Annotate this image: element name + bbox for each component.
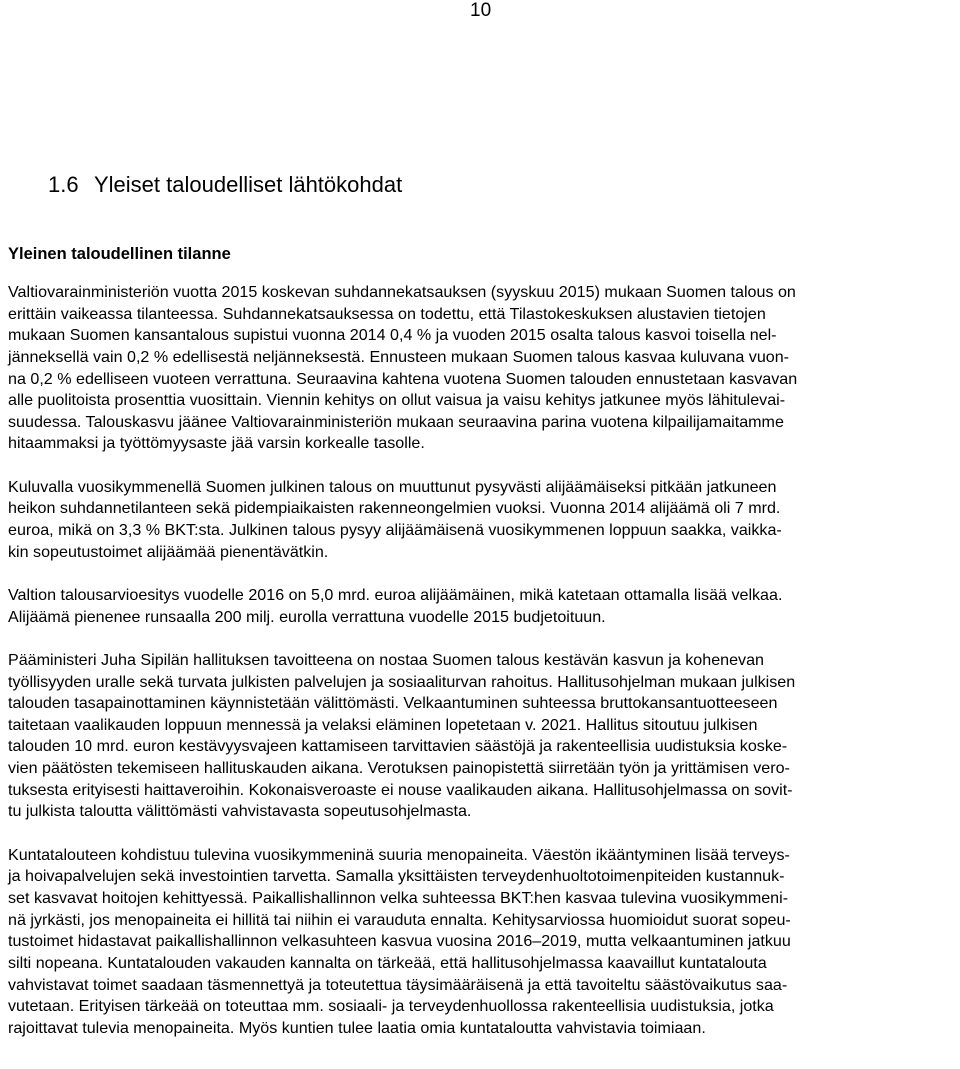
section-heading [48,172,402,198]
text-line: taitetaan vaalikauden loppuun mennessä ja velaksi eläminen lopetetaan v. 2021. Hallitus sitoutuu julkisen [8,715,758,734]
text-line: silti nopeana. Kuntatalouden vakauden kannalta on tärkeää, että hallitusohjelmassa kaavaillut kuntatalouta [8,953,767,972]
text-line: Alijäämä pienenee runsaalla 200 milj. eurolla verrattuna vuodelle 2015 budjetoituun. [8,607,606,626]
section-number: 1.6 [48,172,79,197]
text-line: vahvistavat toimet saadaan täsmennettyä ja toteutettua täysimääräisenä ja että tavoiteltu säästövaikutus saa- [8,975,788,994]
text-line: Valtiovarainministeriön vuotta 2015 koskevan suhdannekatsauksen (syyskuu 2015) mukaan Suomen talous on [8,283,796,301]
text-line: mukaan Suomen kansantalous supistui vuonna 2014 0,4 % ja vuoden 2015 osalta talous kasvoi toisella nel- [8,326,777,345]
text-line: kin sopeutustoimet alijäämää pienentävätkin. [8,542,329,561]
text-line: tu julkista taloutta välittömästi vahvistavasta sopeutusohjelmasta. [8,802,472,821]
text-line: tuksesta erityisesti haittaveroihin. Kokonaisveroaste ei nouse vaalikauden aikana. Hallitusohjelmassa on sovit- [8,780,793,799]
text-line: työllisyyden uralle sekä turvata julkisten palvelujen ja sosiaaliturvan rahoitus. Hallitusohjelman mukaan julkisen [8,672,796,691]
paragraph [8,282,954,455]
text-line: Valtion talousarvioesitys vuodelle 2016 on 5,0 mrd. euroa alijäämäinen, mikä katetaan ottamalla lisää velkaa. [8,585,783,604]
paragraph [8,650,954,823]
text-line: ja hoivapalvelujen sekä investointien tarvetta. Samalla yksittäisten terveydenhuoltotoimenpiteiden kustannuk- [8,867,785,886]
text-line: euroa, mikä on 3,3 % BKT:sta. Julkinen talous pysyy alijäämäisenä vuosikymmenen loppuun saakka, vaikka- [8,521,782,540]
text-line: talouden tasapainottaminen käynnistetään välittömästi. Velkaantuminen suhteessa bruttokansantuotteeseen [8,694,778,713]
text-line: erittäin vaikeassa tilanteessa. Suhdannekatsauksessa on todettu, että Tilastokeskuksen alustavien tietojen [8,304,766,323]
text-line: suudessa. Talouskasvu jäänee Valtiovarainministeriön mukaan seuraavina parina vuotena kilpailijamaitamme [8,412,784,431]
text-line: Pääministeri Juha Sipilän hallituksen tavoitteena on nostaa Suomen talous kestävän kasvun ja kohenevan [8,650,764,669]
text-line: Kuntatalouteen kohdistuu tulevina vuosikymmeninä suuria menopaineita. Väestön ikääntyminen lisää terveys- [8,845,790,864]
text-line: na 0,2 % edelliseen vuoteen verrattuna. Seuraavina kahtena vuotena Suomen talouden ennustetaan kasvavan [8,369,798,388]
text-line: heikon suhdannetilanteen sekä pidempiaikaisten rakenneongelmien vuoksi. Vuonna 2014 alijäämä oli 7 mrd. [8,499,781,518]
text-line: alle puolitoista prosenttia vuosittain. Viennin kehitys on ollut vaisua ja vaisu kehitys jatkunee myös lähitulevai- [8,391,786,410]
text-line: nä jyrkästi, jos menopaineita ei hillitä tai niihin ei varauduta ennalta. Kehitysarviossa huomioidut suorat sopeu- [8,910,791,929]
text-line: vien päätösten tekemiseen hallituskauden aikana. Verotuksen painopistettä siirretään työn ja yrittämisen vero- [8,759,790,778]
page-number: 10 [470,0,492,21]
text-line: jänneksellä vain 0,2 % edellisestä neljänneksestä. Ennusteen mukaan Suomen talous kasvaa kuluvana vuon- [8,347,790,366]
paragraph [8,477,954,564]
text-line: vutetaan. Erityisen tärkeää on toteuttaa mm. sosiaali- ja terveydenhuollossa rakenteellisia uudistuksia, jotka [8,997,774,1016]
subheading: Yleinen taloudellinen tilanne [8,245,231,263]
text-line: hitaammaksi ja työttömyysaste jää varsin korkealle tasolle. [8,434,425,453]
paragraph-gap [8,628,954,650]
body-text [8,282,954,1039]
paragraph [8,845,954,1040]
text-line: Kuluvalla vuosikymmenellä Suomen julkinen talous on muuttunut pysyvästi alijäämäiseksi pitkään jatkuneen [8,477,777,496]
section-title: Yleiset taloudelliset lähtökohdat [94,172,403,197]
paragraph-gap [8,455,954,477]
paragraph [8,585,954,628]
paragraph-gap [8,563,954,585]
text-line: tustoimet hidastavat paikallishallinnon velkasuhteen kasvua vuosina 2016–2019, mutta velkaantuminen jatkuu [8,932,791,951]
paragraph-gap [8,823,954,845]
text-line: talouden 10 mrd. euron kestävyysvajeen kattamiseen tarvittavien säästöjä ja rakenteellisia uudistuksia koske- [8,737,788,756]
text-line: rajoittavat tulevia menopaineita. Myös kuntien tulee laatia omia kuntataloutta vahvistavia toimiaan. [8,1018,706,1037]
text-line: set kasvavat hoitojen kehittyessä. Paikallishallinnon velka suhteessa BKT:hen kasvaa tulevina vuosikymmeni- [8,888,789,907]
